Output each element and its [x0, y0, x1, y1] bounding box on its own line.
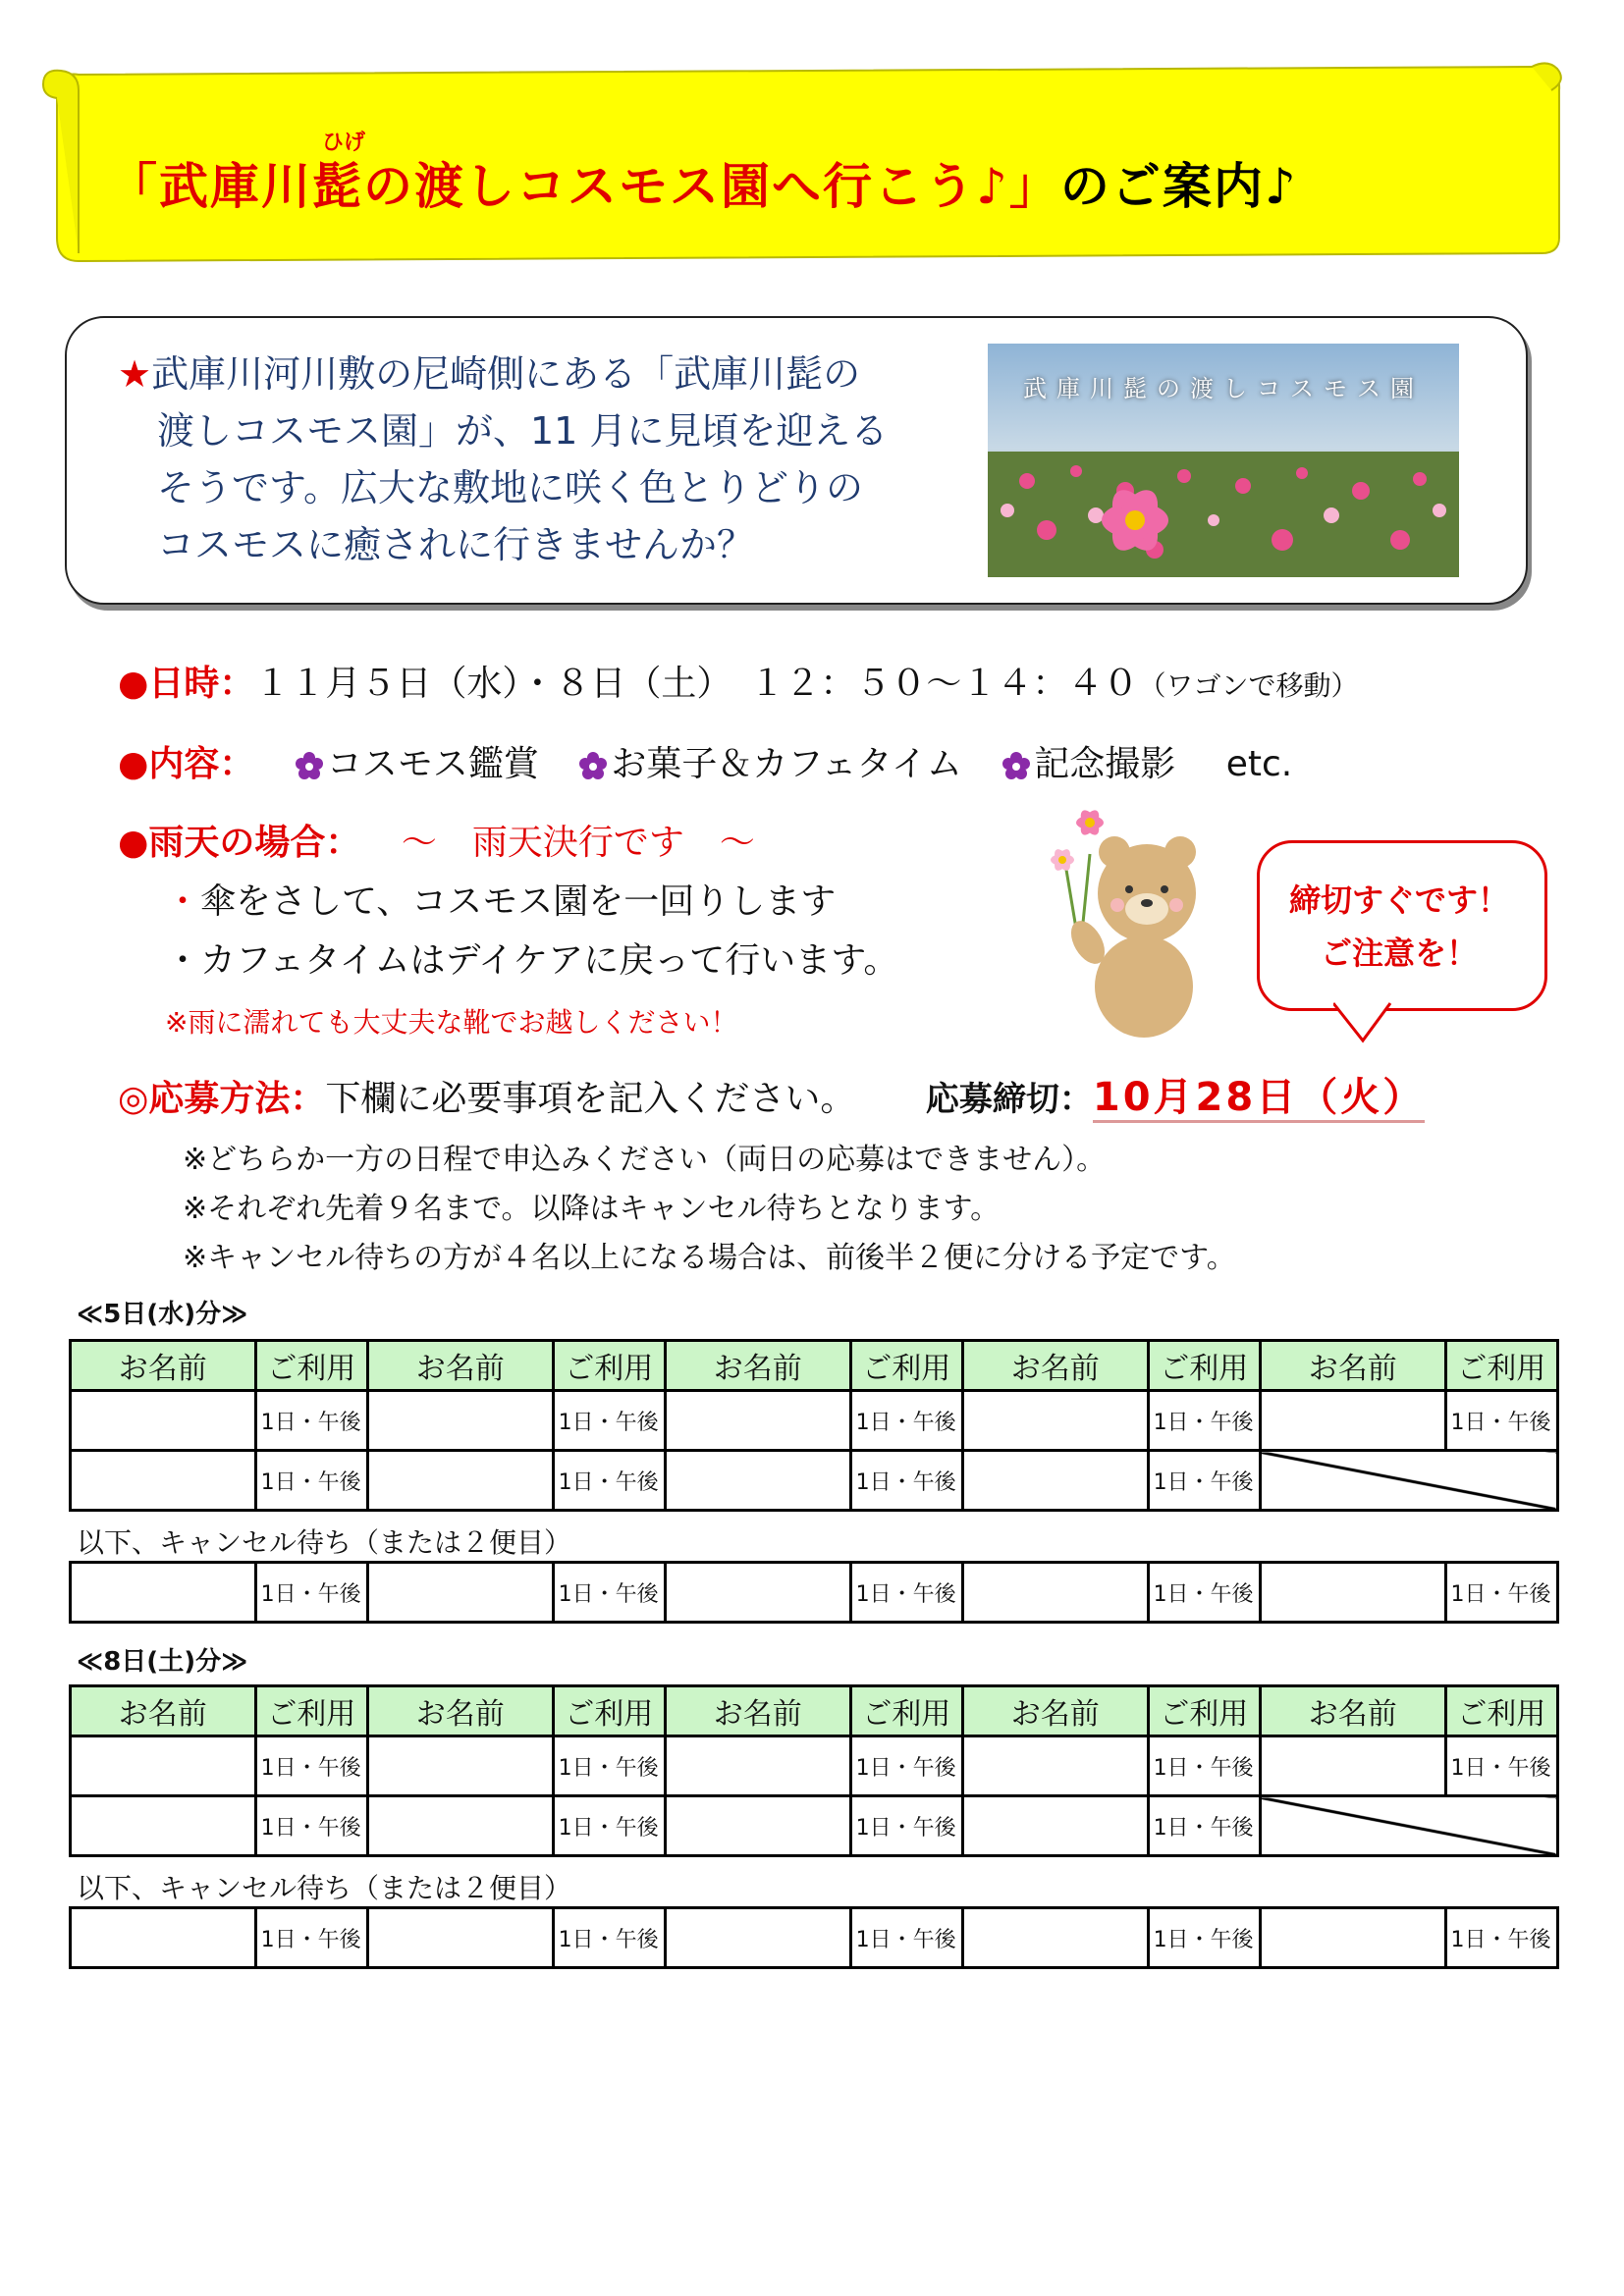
registration-table-5th	[69, 1339, 1559, 1512]
rain-bullet-2: ・カフェタイムはデイケアに戻って行います。	[165, 940, 899, 981]
name-header: お名前	[71, 1686, 256, 1736]
use-cell[interactable]: 1日・午後	[850, 1391, 962, 1451]
name-cell[interactable]	[665, 1451, 850, 1511]
name-cell[interactable]	[1260, 1563, 1445, 1623]
cancel-table-5th	[69, 1561, 1559, 1624]
apply-note-3: ※キャンセル待ちの方が４名以上になる場合は、前後半２便に分ける予定です。	[183, 1241, 1236, 1275]
use-cell[interactable]: 1日・午後	[850, 1796, 962, 1856]
use-header: ご利用	[1445, 1341, 1557, 1391]
crossed-out-cell	[1260, 1451, 1557, 1511]
use-header: ご利用	[553, 1341, 665, 1391]
intro-line-1: 武庫川河川敷の尼崎側にある「武庫川髭の	[151, 352, 861, 396]
rain-row	[118, 815, 755, 865]
use-cell[interactable]: 1日・午後	[1148, 1451, 1260, 1511]
bubble-tail	[1333, 1001, 1392, 1044]
name-cell[interactable]	[1260, 1908, 1445, 1968]
use-header: ご利用	[850, 1686, 962, 1736]
bear-illustration	[1041, 795, 1237, 1041]
name-header: お名前	[665, 1341, 850, 1391]
use-cell[interactable]: 1日・午後	[255, 1736, 367, 1796]
rain-bullet-1-text: 傘をさして、コスモス園を一回りします	[200, 881, 837, 922]
use-header: ご利用	[255, 1341, 367, 1391]
name-cell[interactable]	[665, 1563, 850, 1623]
table-row	[71, 1451, 1558, 1511]
table-row	[71, 1563, 1558, 1623]
use-cell[interactable]: 1日・午後	[850, 1563, 962, 1623]
apply-note-1: ※どちらか一方の日程で申込みください（両日の応募はできません）。	[183, 1143, 1107, 1177]
section-title-8th: ≪8日(土)分≫	[77, 1647, 248, 1677]
deadline-label: 応募締切：	[925, 1080, 1093, 1119]
intro-line-4: コスモスに癒されに行きませんか？	[157, 523, 755, 566]
use-header: ご利用	[1148, 1341, 1260, 1391]
use-cell[interactable]: 1日・午後	[553, 1736, 665, 1796]
rain-warning: ※雨に濡れても大丈夫な靴でお越しください！	[165, 1006, 738, 1039]
bubble-line-2: ご注意を！	[1320, 934, 1478, 972]
use-cell[interactable]: 1日・午後	[1148, 1796, 1260, 1856]
name-cell[interactable]	[665, 1736, 850, 1796]
name-cell[interactable]	[71, 1736, 256, 1796]
name-cell[interactable]	[962, 1563, 1148, 1623]
use-cell[interactable]: 1日・午後	[255, 1451, 367, 1511]
name-cell[interactable]	[367, 1391, 553, 1451]
name-cell[interactable]	[1260, 1391, 1445, 1451]
name-cell[interactable]	[665, 1908, 850, 1968]
name-header: お名前	[665, 1686, 850, 1736]
use-cell[interactable]: 1日・午後	[1445, 1736, 1557, 1796]
cancel-table-8th	[69, 1906, 1559, 1969]
content-row	[118, 736, 1292, 786]
name-header: お名前	[71, 1341, 256, 1391]
name-header: お名前	[367, 1686, 553, 1736]
use-cell[interactable]: 1日・午後	[850, 1736, 962, 1796]
name-header: お名前	[1260, 1686, 1445, 1736]
apply-note-2: ※それぞれ先着９名まで。以降はキャンセル待ちとなります。	[183, 1192, 1001, 1226]
table-header-row	[71, 1686, 1558, 1736]
bubble-text	[1257, 874, 1542, 980]
name-header: お名前	[962, 1341, 1148, 1391]
apply-text: 下欄に必要事項を記入ください。	[325, 1079, 856, 1119]
photo-caption: 武庫川髭の渡しコスモス園	[1023, 375, 1424, 402]
table-row	[71, 1908, 1558, 1968]
name-cell[interactable]	[1260, 1736, 1445, 1796]
content-label: ●内容：	[118, 744, 255, 784]
use-cell[interactable]: 1日・午後	[850, 1908, 962, 1968]
use-cell[interactable]: 1日・午後	[553, 1908, 665, 1968]
name-header: お名前	[1260, 1341, 1445, 1391]
flower-icon	[1002, 752, 1030, 779]
apply-row	[118, 1066, 1425, 1122]
use-cell[interactable]: 1日・午後	[1148, 1563, 1260, 1623]
use-header: ご利用	[850, 1341, 962, 1391]
use-cell[interactable]: 1日・午後	[1445, 1391, 1557, 1451]
star-icon: ★	[118, 352, 152, 396]
name-cell[interactable]	[962, 1736, 1148, 1796]
content-item-3: 記念撮影	[1034, 744, 1176, 784]
use-cell[interactable]: 1日・午後	[255, 1391, 367, 1451]
use-cell[interactable]: 1日・午後	[255, 1563, 367, 1623]
name-cell[interactable]	[962, 1451, 1148, 1511]
use-cell[interactable]: 1日・午後	[1148, 1736, 1260, 1796]
page-title	[108, 147, 1502, 218]
name-cell[interactable]	[71, 1908, 256, 1968]
datetime-value: １１月５日（水）・８日（土） １２：５０～１４：４０	[254, 664, 1139, 704]
name-cell[interactable]	[367, 1796, 553, 1856]
flower-icon	[296, 752, 323, 779]
table-row	[71, 1391, 1558, 1451]
use-cell[interactable]: 1日・午後	[850, 1451, 962, 1511]
name-cell[interactable]	[367, 1451, 553, 1511]
intro-line-3: そうです。広大な敷地に咲く色とりどりの	[157, 466, 863, 509]
content-item-1: コスモス鑑賞	[326, 744, 539, 784]
use-cell[interactable]: 1日・午後	[553, 1451, 665, 1511]
content-etc: etc.	[1225, 744, 1293, 784]
name-cell[interactable]	[665, 1796, 850, 1856]
table-row	[71, 1796, 1558, 1856]
name-header: お名前	[367, 1341, 553, 1391]
name-cell[interactable]	[962, 1796, 1148, 1856]
rain-value: ～ 雨天決行です ～	[401, 823, 755, 863]
use-cell[interactable]: 1日・午後	[553, 1796, 665, 1856]
intro-text	[118, 346, 943, 573]
use-header: ご利用	[1148, 1686, 1260, 1736]
use-cell[interactable]: 1日・午後	[1445, 1563, 1557, 1623]
use-cell[interactable]: 1日・午後	[255, 1796, 367, 1856]
name-cell[interactable]	[665, 1391, 850, 1451]
crossed-out-cell	[1260, 1796, 1557, 1856]
table-row	[71, 1736, 1558, 1796]
section-title-5th: ≪5日(水)分≫	[77, 1300, 248, 1329]
deadline-value: 10月28日（火）	[1093, 1075, 1425, 1123]
datetime-note: （ワゴンで移動）	[1138, 669, 1359, 702]
use-cell[interactable]: 1日・午後	[1148, 1908, 1260, 1968]
name-cell[interactable]	[367, 1908, 553, 1968]
registration-table-8th	[69, 1684, 1559, 1857]
flower-icon	[579, 752, 607, 779]
title-ruby: ひげ	[322, 131, 366, 155]
use-cell[interactable]: 1日・午後	[553, 1391, 665, 1451]
use-header: ご利用	[255, 1686, 367, 1736]
content-item-2: お菓子＆カフェタイム	[611, 744, 962, 784]
bullet-dot: ・	[165, 881, 201, 922]
use-cell[interactable]: 1日・午後	[553, 1563, 665, 1623]
rain-label: ●雨天の場合：	[118, 823, 361, 863]
title-main: 「武庫川髭の渡しコスモス園へ行こう♪」	[108, 158, 1060, 215]
use-header: ご利用	[1445, 1686, 1557, 1736]
title-suffix: のご案内♪	[1059, 158, 1298, 215]
bubble-line-1: 締切すぐです！	[1288, 881, 1509, 919]
name-cell[interactable]	[367, 1563, 553, 1623]
intro-line-2: 渡しコスモス園」が、11 月に見頃を迎える	[157, 409, 889, 453]
name-cell[interactable]	[962, 1908, 1148, 1968]
name-cell[interactable]	[962, 1391, 1148, 1451]
name-cell[interactable]	[71, 1796, 256, 1856]
use-header: ご利用	[553, 1686, 665, 1736]
name-cell[interactable]	[71, 1563, 256, 1623]
datetime-row	[118, 656, 1358, 706]
use-cell[interactable]: 1日・午後	[1445, 1908, 1557, 1968]
name-cell[interactable]	[367, 1736, 553, 1796]
datetime-label: ●日時：	[118, 664, 255, 704]
use-cell[interactable]: 1日・午後	[255, 1908, 367, 1968]
table-header-row	[71, 1341, 1558, 1391]
rain-bullet-1	[165, 874, 836, 924]
cancel-title-5th: 以下、キャンセル待ち（または２便目）	[77, 1526, 572, 1559]
cancel-title-8th: 以下、キャンセル待ち（または２便目）	[77, 1872, 572, 1904]
name-cell[interactable]	[71, 1451, 256, 1511]
apply-label: ◎応募方法：	[118, 1079, 326, 1119]
name-cell[interactable]	[71, 1391, 256, 1451]
name-header: お名前	[962, 1686, 1148, 1736]
use-cell[interactable]: 1日・午後	[1148, 1391, 1260, 1451]
